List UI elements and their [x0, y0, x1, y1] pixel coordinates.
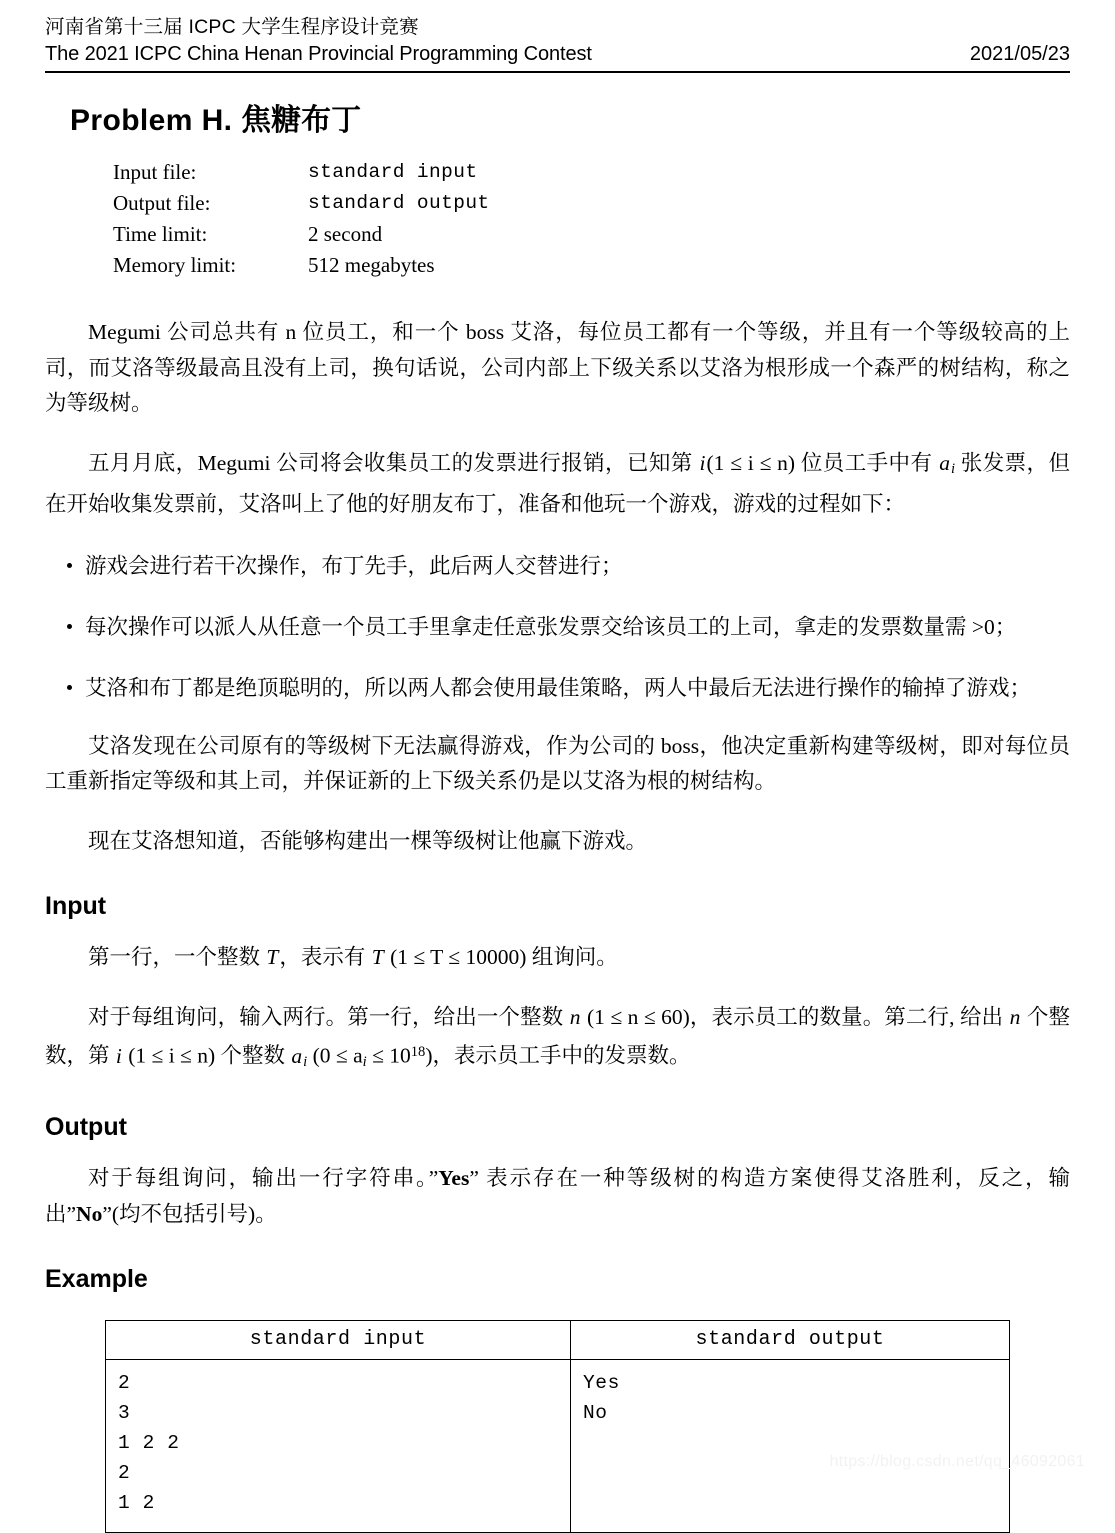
- column-header-standard-input: standard input: [106, 1321, 571, 1360]
- statement-paragraph-2: [45, 446, 1070, 523]
- meta-row: [113, 219, 1070, 250]
- input-p2-e: ，表示员工手中的发票数。: [432, 1043, 691, 1068]
- meta-key-output-file: Output file:: [113, 191, 211, 215]
- bullet-dot-icon: [67, 624, 72, 629]
- section-heading-input: Input: [45, 892, 107, 921]
- input-p2-b: ，表示员工的数量。第二行, 给出: [689, 1004, 1009, 1029]
- meta-value-memory-limit: 512 megabytes: [308, 253, 435, 277]
- sample-input-cell: [106, 1360, 571, 1533]
- list-item: [45, 549, 1070, 583]
- list-item: [45, 671, 1070, 705]
- rules-list: [45, 549, 1070, 705]
- meta-row: [113, 157, 1070, 188]
- output-p1-b: ” 表示存在一种等级树的构造方案使得艾洛胜利，反之，输出”: [45, 1166, 1071, 1226]
- list-item-text: 每次操作可以派人从任意一个员工手里拿走任意张发票交给该员工的上司，拿走的发票数量需 >0；: [85, 614, 1017, 639]
- statement-p2-prefix: 五月月底，Megumi 公司将会收集员工的发票进行报销，已知第: [88, 450, 699, 475]
- statement-paragraph-4: 现在艾洛想知道，否能够构建出一棵等级树让他赢下游戏。: [88, 828, 648, 853]
- list-item-text: 游戏会进行若干次操作，布丁先手，此后两人交替进行；: [85, 553, 623, 578]
- input-paragraph-1: [45, 940, 1070, 976]
- bullet-dot-icon: [67, 563, 72, 568]
- math-var-T2: T: [371, 945, 384, 970]
- problem-name: 焦糖布丁: [241, 104, 362, 137]
- header-title-cn: 河南省第十三届 ICPC 大学生程序设计竞赛: [45, 16, 419, 38]
- math-var-a-subscript: i: [950, 460, 955, 477]
- meta-row: [113, 188, 1070, 219]
- output-paragraph-1: [45, 1161, 1070, 1232]
- page-title: [70, 103, 1070, 139]
- math-range-a-open: (0 ≤ a: [312, 1043, 363, 1068]
- input-p2-c: 个整数，第: [45, 1004, 1070, 1068]
- statement-p2-mid: 位员工手中有: [795, 450, 939, 475]
- table-row: [106, 1360, 1010, 1533]
- watermark: https://blog.csdn.net/qq_46092061: [829, 1453, 1085, 1470]
- meta-key-time-limit: Time limit:: [113, 222, 208, 246]
- input-paragraph-2: [45, 1000, 1070, 1081]
- header-title-en: The 2021 ICPC China Henan Provincial Programming Contest: [45, 43, 592, 65]
- math-range-T: (1 ≤ T ≤ 10000): [390, 945, 527, 970]
- math-var-i2: i: [115, 1043, 122, 1068]
- sample-output-line: Yes: [583, 1372, 620, 1395]
- meta-key-memory-limit: Memory limit:: [113, 253, 237, 277]
- sample-input-line: 3: [118, 1402, 131, 1425]
- output-p1-c: ”(均不包括引号)。: [102, 1201, 277, 1226]
- math-range-i2: (1 ≤ i ≤ n): [128, 1043, 216, 1068]
- math-var-i: i: [699, 450, 706, 475]
- math-range-n: (1 ≤ n ≤ 60): [586, 1004, 690, 1029]
- math-var-a: a: [939, 450, 950, 475]
- example-table: [105, 1320, 1010, 1533]
- input-p1-b: ，表示有: [279, 945, 371, 970]
- sample-input-line: 1 2 2: [118, 1432, 180, 1455]
- meta-value-output-file: standard output: [308, 192, 490, 214]
- header-date: 2021/05/23: [969, 43, 1070, 65]
- input-p1-c: 组询问。: [526, 945, 618, 970]
- column-header-standard-output: standard output: [571, 1321, 1010, 1360]
- math-var-n2: n: [1009, 1004, 1021, 1029]
- meta-key-input-file: Input file:: [113, 160, 197, 184]
- math-var-a2-subscript: i: [303, 1053, 308, 1070]
- problem-meta: [113, 157, 1070, 281]
- statement-paragraph-1: Megumi 公司总共有 n 位员工，和一个 boss 艾洛，每位员工都有一个等级，并且有一个等级较高的上司，而艾洛等级最高且没有上司，换句话说，公司内部上下级关系以艾洛为根形成一个森严的树结构，称之为等级树。: [45, 320, 1070, 415]
- header-titles: [45, 14, 592, 68]
- problem-label: Problem H.: [70, 104, 233, 137]
- math-range-i: (1 ≤ i ≤ n): [706, 450, 796, 475]
- statement-paragraph-3: 艾洛发现在公司原有的等级树下无法赢得游戏，作为公司的 boss，他决定重新构建等级树，即对每位员工重新指定等级和其上司，并保证新的上下级关系仍是以艾洛为根的树结构。: [45, 733, 1070, 794]
- list-item-text: 艾洛和布丁都是绝顶聪明的，所以两人都会使用最佳策略，两人中最后无法进行操作的输掉了游戏；: [85, 675, 1032, 700]
- input-p2-d: 个整数: [215, 1043, 291, 1068]
- page-header: [45, 0, 1070, 73]
- bullet-dot-icon: [67, 685, 72, 690]
- section-heading-example: Example: [45, 1265, 148, 1294]
- sample-output-cell: [571, 1360, 1010, 1533]
- output-token-yes: Yes: [438, 1166, 470, 1191]
- math-var-a2: a: [291, 1043, 303, 1068]
- statement-p2-suffix: 张发票，但在开始收集发票前，艾洛叫上了他的好朋友布丁，准备和他玩一个游戏，游戏的过程如下：: [45, 450, 1070, 517]
- output-p1-a: 对于每组询问，输出一行字符串。”: [88, 1166, 439, 1191]
- input-p2-a: 对于每组询问，输入两行。第一行，给出一个整数: [88, 1004, 569, 1029]
- sample-input-line: 2: [118, 1462, 131, 1485]
- math-range-a-subscript: i: [362, 1053, 367, 1070]
- output-token-no: No: [76, 1201, 103, 1226]
- meta-value-time-limit: 2 second: [308, 222, 383, 246]
- sample-input-line: 1 2: [118, 1492, 155, 1515]
- input-p1-a: 第一行，一个整数: [88, 945, 266, 970]
- meta-row: [113, 250, 1070, 281]
- math-range-a-exponent: 18: [410, 1044, 426, 1061]
- math-range-a-mid: ≤ 10: [366, 1043, 411, 1068]
- math-var-T: T: [266, 945, 279, 970]
- sample-input-line: 2: [118, 1372, 131, 1395]
- math-var-n: n: [569, 1004, 581, 1029]
- table-header-row: [106, 1321, 1010, 1360]
- meta-value-input-file: standard input: [308, 161, 478, 183]
- header-rule: [45, 71, 1070, 73]
- sample-output-line: No: [583, 1402, 608, 1425]
- section-heading-output: Output: [45, 1113, 127, 1142]
- math-range-a-close: ): [425, 1043, 433, 1068]
- list-item: [45, 610, 1070, 644]
